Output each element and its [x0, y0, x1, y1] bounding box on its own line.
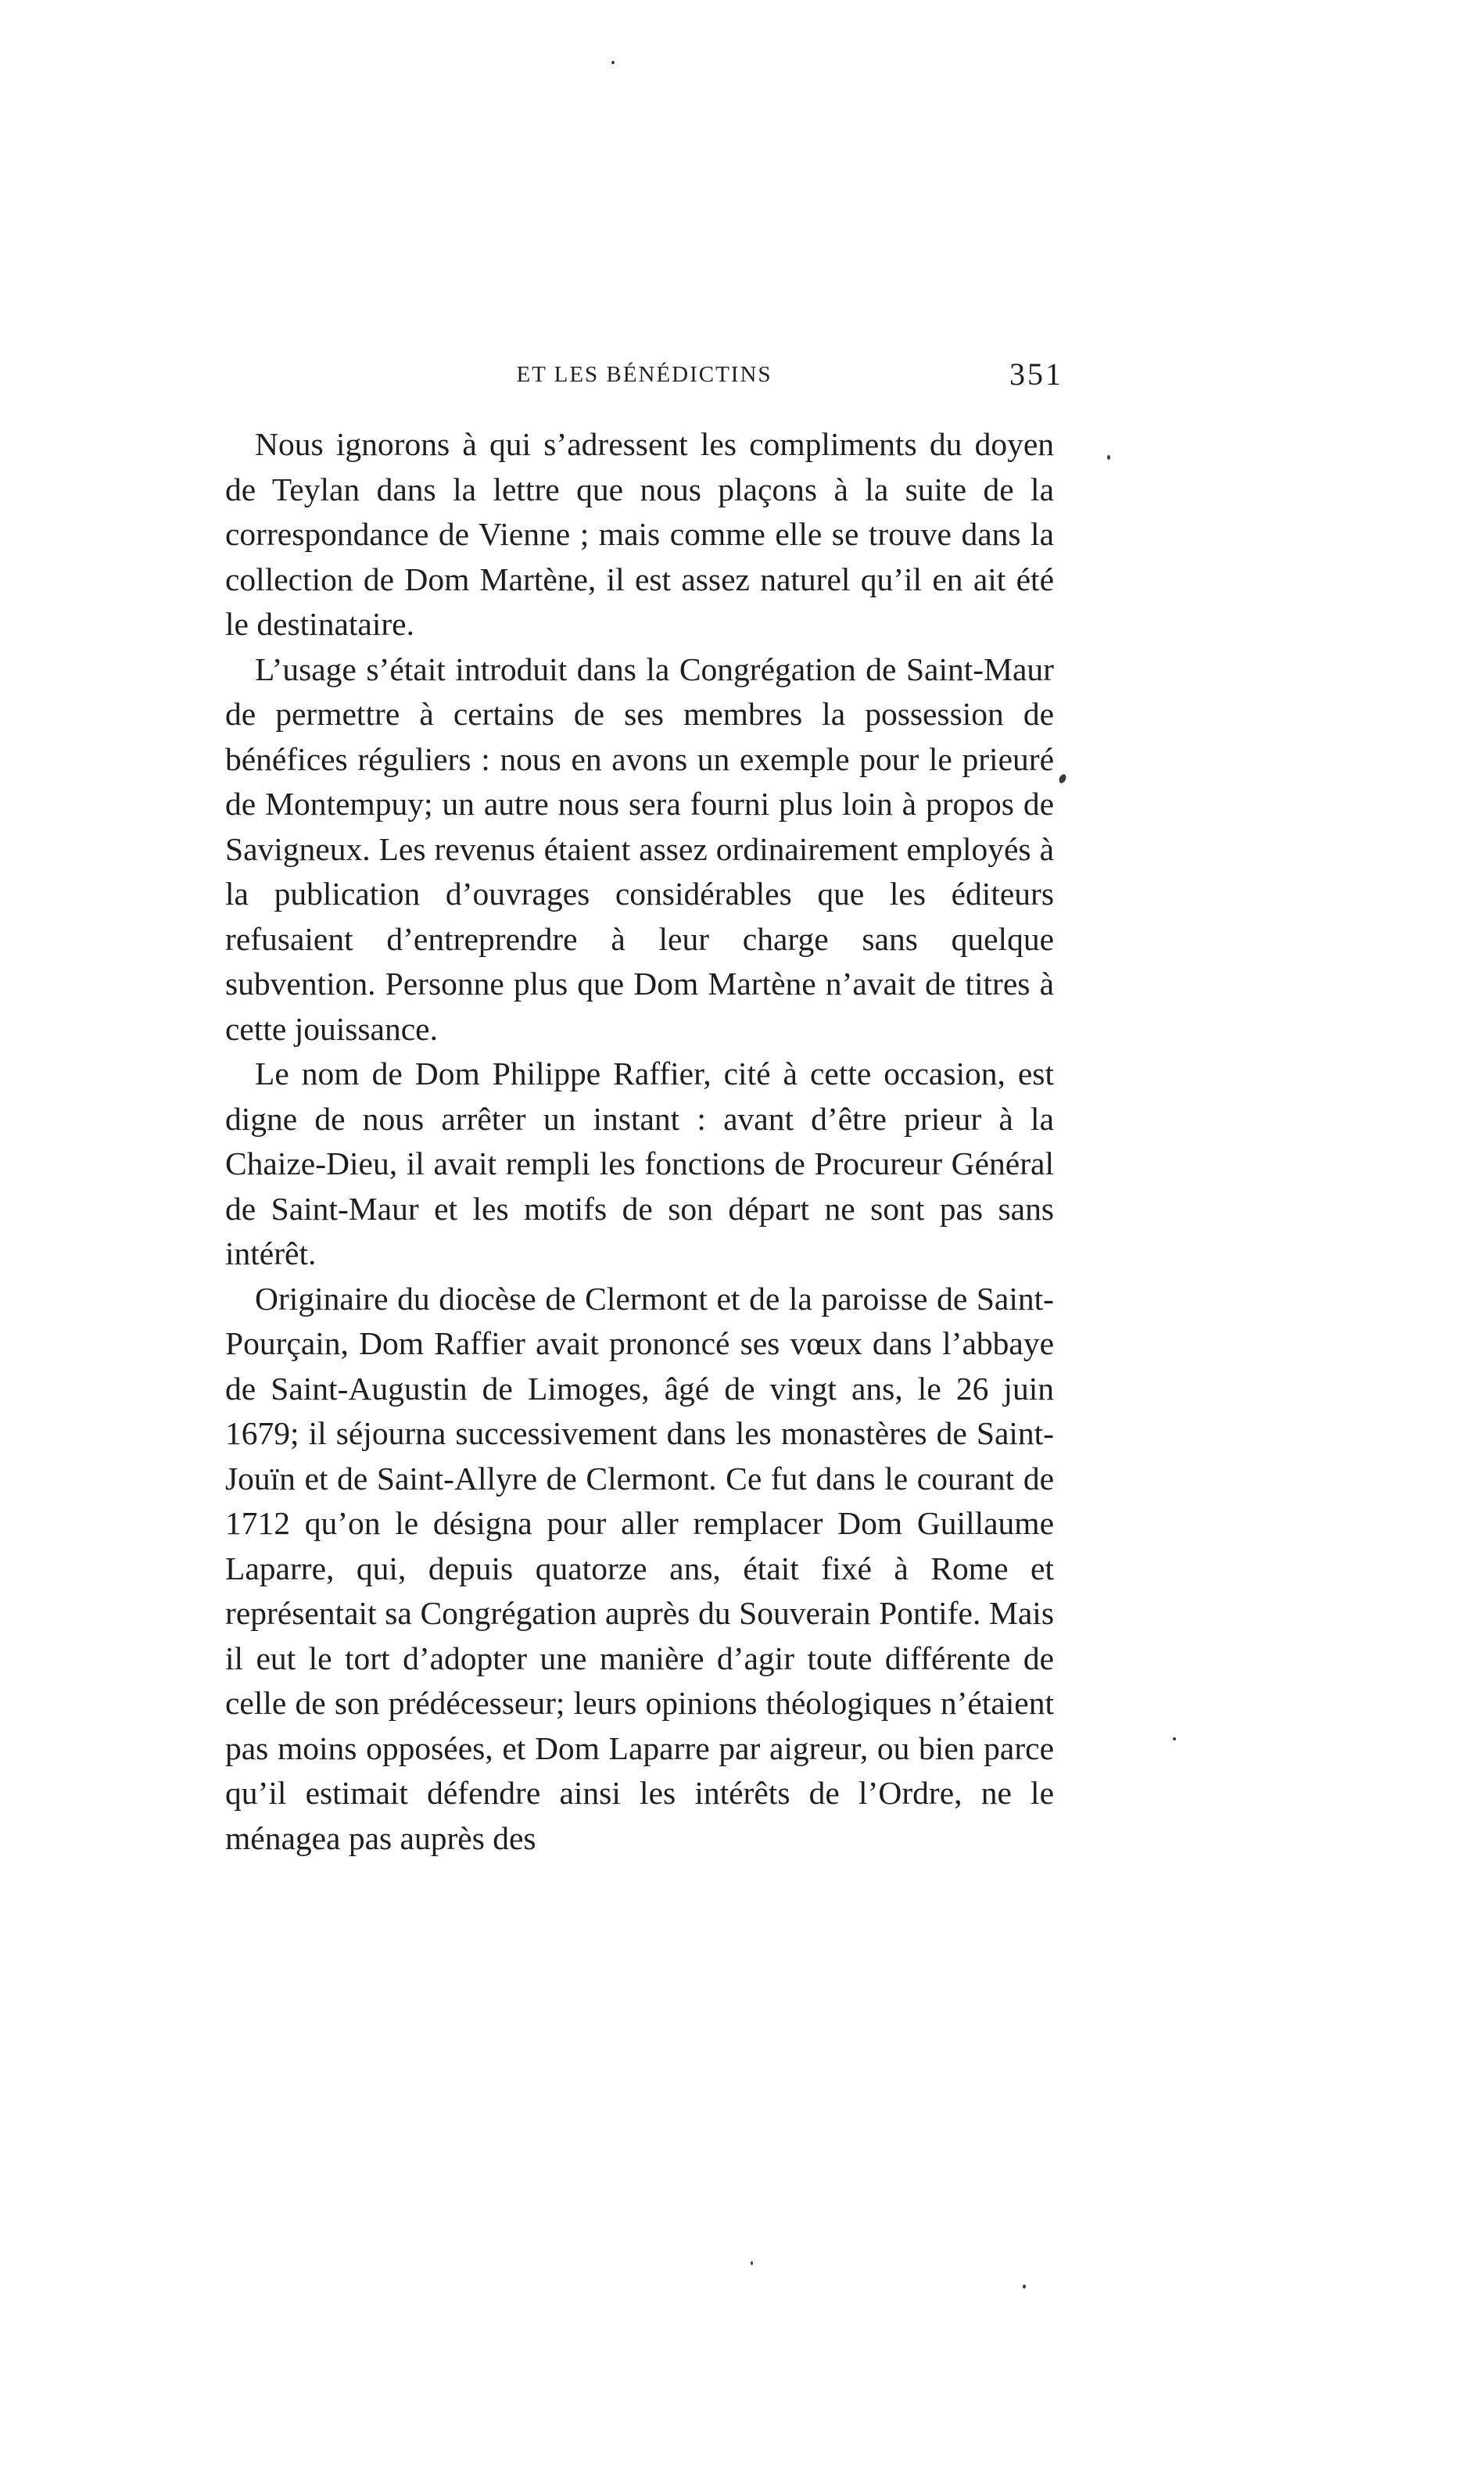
running-header	[225, 356, 1063, 403]
paper-speck	[1107, 455, 1110, 460]
paper-speck	[611, 61, 615, 64]
paper-speck	[751, 2261, 753, 2265]
body-text	[225, 422, 1054, 1861]
paragraph-3: Le nom de Dom Philippe Raffier, cité à cette occasion, est digne de nous arrêter un instant : avant d’être prieur à la Chaize-Dieu, il avait rempli les fonctions de Procureur Général de Saint-Maur et les motifs de son départ ne sont pas sans intérêt.	[225, 1056, 1054, 1271]
paragraph-1: Nous ignorons à qui s’adressent les compliments du doyen de Teylan dans la lettre que nous plaçons à la suite de la correspondance de Vienne ; mais comme elle se trouve dans la collection de Dom Martène, il est assez naturel qu’il en ait été le destinataire.	[225, 426, 1054, 642]
paragraph-2: L’usage s’était introduit dans la Congrégation de Saint-Maur de permettre à certains de ses membres la possession de bénéfices réguliers : nous en avons un exemple pour le prieuré de Montempuy; un autre nous sera fourni plus loin à propos de Savigneux. Les revenus étaient assez ordinairement employés à la publication d’ouvrages considérables que les éditeurs refusaient d’entreprendre à leur charge sans quelque subvention. Personne plus que Dom Martène n’avait de titres à cette jouissance.	[225, 651, 1054, 1047]
paper-speck	[1058, 773, 1067, 784]
paper-speck	[1023, 2285, 1026, 2289]
page-number: 351	[1009, 357, 1063, 392]
paragraph-4: Originaire du diocèse de Clermont et de la paroisse de Saint-Pourçain, Dom Raffier avait prononcé ses vœux dans l’abbaye de Saint-Augustin de Limoges, âgé de vingt ans, le 26 juin 1679; il séjourna successivement dans les monastères de Saint-Jouïn et de Saint-Allyre de Clermont. Ce fut dans le courant de 1712 qu’on le désigna pour aller remplacer Dom Guillaume Laparre, qui, depuis quatorze ans, était fixé à Rome et représentait sa Congrégation auprès du Souverain Pontife. Mais il eut le tort d’adopter une manière d’agir toute différente de celle de son prédécesseur; leurs opinions théologiques n’étaient pas moins opposées, et Dom Laparre par aigreur, ou bien parce qu’il estimait défendre ainsi les intérêts de l’Ordre, ne le ménagea pas auprès des	[225, 1280, 1054, 1856]
paper-speck	[1173, 1737, 1176, 1740]
running-title: ET LES BÉNÉDICTINS	[516, 362, 772, 387]
